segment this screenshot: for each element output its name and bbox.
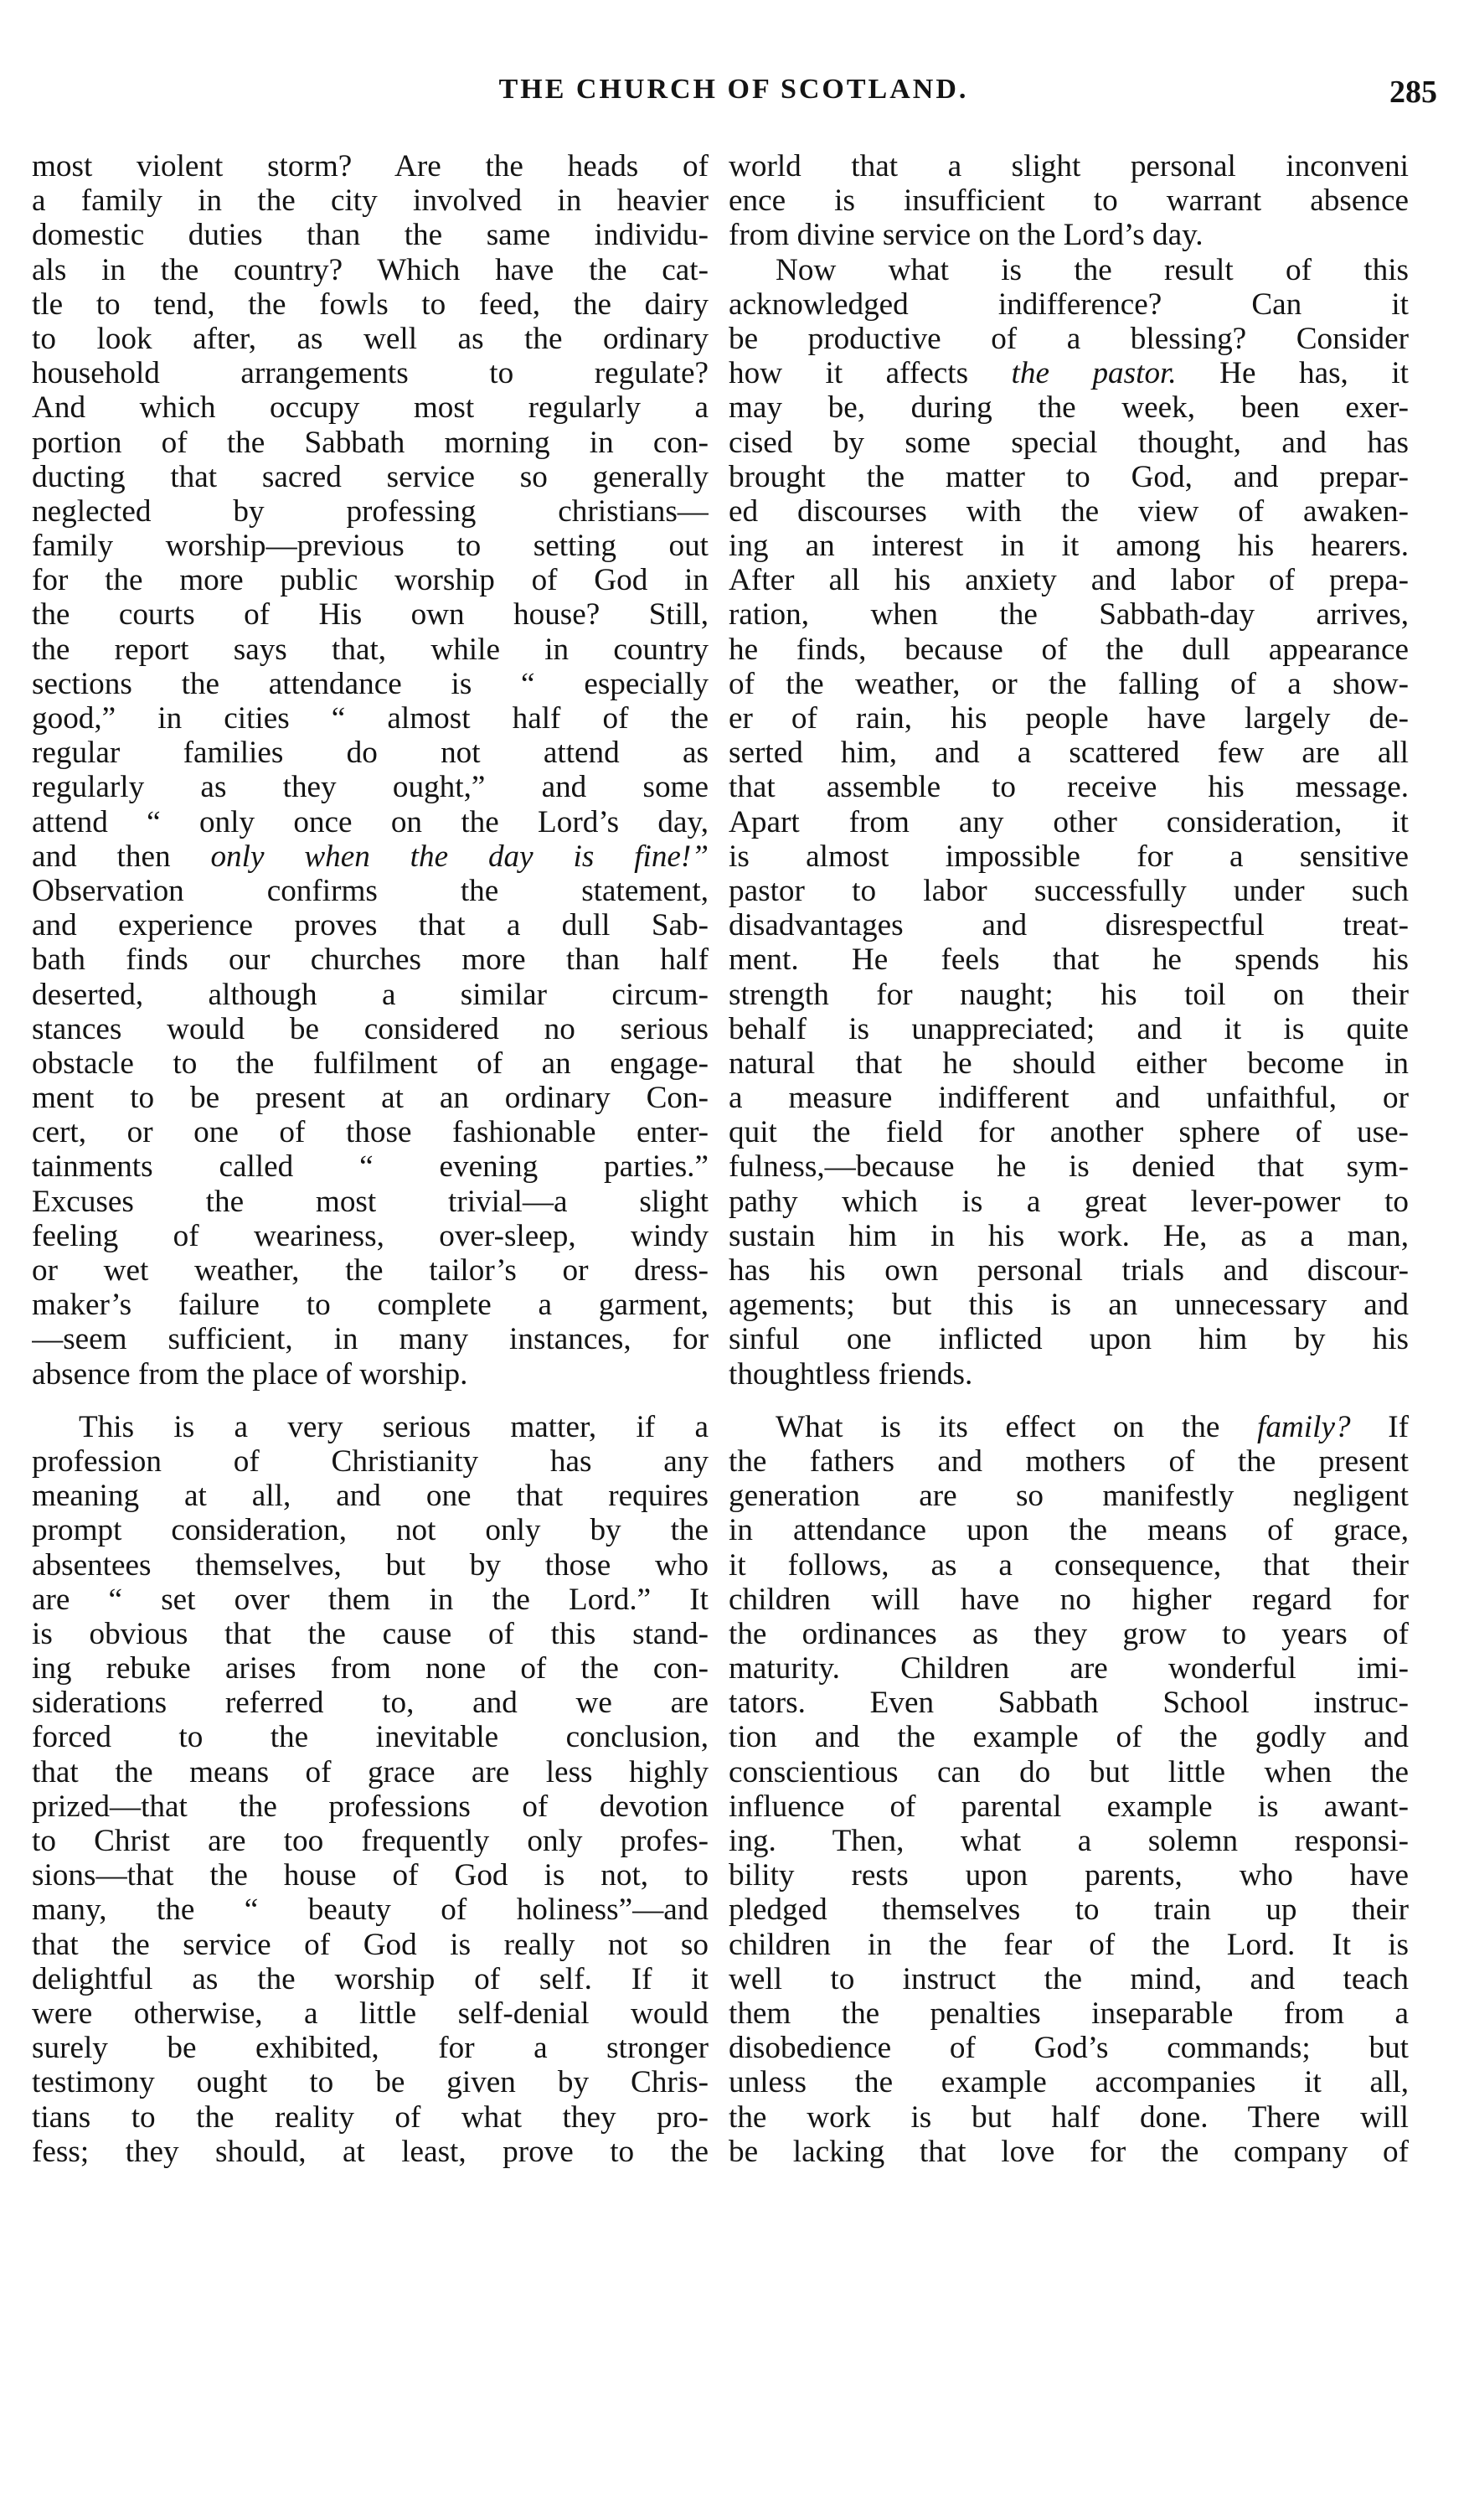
text-line: generation are so manifestly negligent	[729, 1479, 1409, 1514]
text-line: er of rain, his people have largely de-	[729, 701, 1409, 736]
text-line: maker’s failure to complete a garment,	[32, 1288, 709, 1323]
text-line: ing an interest in it among his hearers.	[729, 529, 1409, 564]
text-line: testimony ought to be given by Chris-	[32, 2065, 709, 2100]
text-line: ed discourses with the view of awaken-	[729, 493, 1409, 529]
text-line: may be, during the week, been exer-	[729, 390, 1409, 426]
paragraph	[32, 149, 709, 1392]
text-line: pathy which is a great lever-power to	[729, 1184, 1409, 1219]
text-line: forced to the inevitable conclusion,	[32, 1720, 709, 1755]
text-line: thoughtless friends.	[729, 1356, 973, 1392]
text-line: he finds, because of the dull appearance	[729, 632, 1409, 667]
text-line: ducting that sacred service so generally	[32, 459, 709, 494]
text-line: bility rests upon parents, who have	[729, 1858, 1409, 1893]
text-line: obstacle to the fulfilment of an engage-	[32, 1046, 709, 1081]
text-line: tion and the example of the godly and	[729, 1720, 1409, 1755]
text-line: tians to the reality of what they pro-	[32, 2099, 709, 2135]
text-line: tainments called “ evening parties.”	[32, 1149, 709, 1185]
text-line: the report says that, while in country	[32, 632, 709, 667]
text-line: absence from the place of worship.	[32, 1356, 468, 1392]
text-line: a measure indifferent and unfaithful, or	[729, 1081, 1409, 1116]
text-line: ration, when the Sabbath-day arrives,	[729, 597, 1409, 633]
text-line: influence of parental example is awant-	[729, 1789, 1409, 1824]
text-line: children will have no higher regard for	[729, 1582, 1409, 1617]
text-line: als in the country? Which have the cat-	[32, 252, 709, 287]
text-line: has his own personal trials and discour-	[729, 1253, 1409, 1288]
text-line: in attendance upon the means of grace,	[729, 1513, 1409, 1548]
text-line: pledged themselves to train up their	[729, 1893, 1409, 1928]
text-line: fess; they should, at least, prove to the	[32, 2134, 709, 2169]
text-line: bath finds our churches more than half	[32, 942, 709, 978]
text-line: cised by some special thought, and has	[729, 425, 1409, 460]
text-line: tle to tend, the fowls to feed, the dairy	[32, 287, 709, 322]
paragraph	[729, 149, 1409, 253]
paragraph	[729, 1410, 1409, 2169]
text-line: many, the “ beauty of holiness”—and	[32, 1893, 709, 1928]
text-line: behalf is unappreciated; and it is quite	[729, 1011, 1409, 1046]
text-line: portion of the Sabbath morning in con-	[32, 425, 709, 460]
text-line: disadvantages and disrespectful treat-	[729, 908, 1409, 943]
text-line: attend “ only once on the Lord’s day,	[32, 804, 709, 839]
text-line: and then only when the day is fine!”	[32, 839, 709, 874]
text-line: stances would be considered no serious	[32, 1011, 709, 1046]
text-line: the fathers and mothers of the present	[729, 1443, 1409, 1479]
text-line: meaning at all, and one that requires	[32, 1479, 709, 1514]
text-line: absentees themselves, but by those who	[32, 1547, 709, 1583]
text-line: most violent storm? Are the heads of	[32, 149, 709, 183]
text-line: sions—that the house of God is not, to	[32, 1858, 709, 1893]
text-line: ing. Then, what a solemn responsi-	[729, 1824, 1409, 1858]
text-line: sustain him in his work. He, as a man,	[729, 1218, 1409, 1253]
text-line: brought the matter to God, and prepar-	[729, 459, 1409, 494]
text-line: strength for naught; his toil on their	[729, 977, 1409, 1012]
text-line: the work is but half done. There will	[729, 2099, 1409, 2135]
text-line: how it affects the pastor. He has, it	[729, 356, 1409, 391]
text-line: This is a very serious matter, if a	[79, 1409, 709, 1444]
text-line: be lacking that love for the company of	[729, 2134, 1409, 2169]
text-line: quit the field for another sphere of use-	[729, 1115, 1409, 1150]
text-line: world that a slight personal inconveni	[729, 149, 1409, 183]
text-line: that the means of grace are less highly	[32, 1754, 709, 1789]
paragraph	[729, 253, 1409, 1392]
text-line: ing rebuke arises from none of the con-	[32, 1651, 709, 1686]
text-line: that assemble to receive his message.	[729, 770, 1409, 805]
text-line: surely be exhibited, for a stronger	[32, 2031, 709, 2066]
text-line: delightful as the worship of self. If it	[32, 1961, 709, 1996]
text-line: prompt consideration, not only by the	[32, 1513, 709, 1548]
text-line: maturity. Children are wonderful imi-	[729, 1651, 1409, 1686]
text-line: acknowledged indifference? Can it	[729, 287, 1409, 322]
text-line: a family in the city involved in heavier	[32, 183, 709, 219]
text-line: of the weather, or the falling of a show-	[729, 666, 1409, 701]
text-line: that the service of God is really not so	[32, 1927, 709, 1962]
text-line: are “ set over them in the Lord.” It	[32, 1582, 709, 1617]
text-line: neglected by professing christians—	[32, 493, 709, 529]
text-line: cert, or one of those fashionable enter-	[32, 1115, 709, 1150]
text-line: for the more public worship of God in	[32, 563, 709, 598]
text-line: unless the example accompanies it all,	[729, 2065, 1409, 2100]
text-line: serted him, and a scattered few are all	[729, 736, 1409, 771]
text-line: and experience proves that a dull Sab-	[32, 908, 709, 943]
text-line: family worship—previous to setting out	[32, 529, 709, 564]
page-number: 285	[1389, 75, 1437, 110]
text-line: be productive of a blessing? Consider	[729, 321, 1409, 356]
text-line: sections the attendance is “ especially	[32, 666, 709, 701]
text-line: from divine service on the Lord’s day.	[729, 218, 1204, 253]
running-title: THE CHURCH OF SCOTLAND.	[498, 74, 969, 105]
text-line: agements; but this is an unnecessary and	[729, 1288, 1409, 1323]
text-line: Observation confirms the statement,	[32, 873, 709, 908]
text-line: feeling of weariness, over-sleep, windy	[32, 1218, 709, 1253]
text-line: it follows, as a consequence, that their	[729, 1547, 1409, 1583]
text-line: Excuses the most trivial—a slight	[32, 1184, 709, 1219]
text-line: deserted, although a similar circum-	[32, 977, 709, 1012]
text-line: —seem sufficient, in many instances, for	[32, 1322, 709, 1357]
text-line: fulness,—because he is denied that sym-	[729, 1149, 1409, 1185]
text-line: After all his anxiety and labor of prepa-	[729, 563, 1409, 598]
text-line: were otherwise, a little self-denial would	[32, 1996, 709, 2031]
text-line: them the penalties inseparable from a	[729, 1996, 1409, 2031]
text-line: conscientious can do but little when the	[729, 1754, 1409, 1789]
text-line: disobedience of God’s commands; but	[729, 2031, 1409, 2066]
text-line: ment to be present at an ordinary Con-	[32, 1081, 709, 1116]
right-column	[729, 149, 1409, 2169]
text-line: pastor to labor successfully under such	[729, 873, 1409, 908]
text-line: regular families do not attend as	[32, 736, 709, 771]
text-line: is obvious that the cause of this stand-	[32, 1616, 709, 1651]
paragraph	[32, 1410, 709, 2169]
text-line: is almost impossible for a sensitive	[729, 839, 1409, 874]
text-line: the ordinances as they grow to years of	[729, 1616, 1409, 1651]
running-head	[30, 74, 1437, 124]
text-line: ment. He feels that he spends his	[729, 942, 1409, 978]
text-line: sinful one inflicted upon him by his	[729, 1322, 1409, 1357]
text-line: Apart from any other consideration, it	[729, 804, 1409, 839]
text-line: the courts of His own house? Still,	[32, 597, 709, 633]
text-line: Now what is the result of this	[776, 252, 1409, 287]
text-line: What is its effect on the family? If	[776, 1409, 1409, 1444]
text-line: profession of Christianity has any	[32, 1443, 709, 1479]
text-line: household arrangements to regulate?	[32, 356, 709, 391]
text-line: prized—that the professions of devotion	[32, 1789, 709, 1824]
text-line: good,” in cities “ almost half of the	[32, 701, 709, 736]
text-line: domestic duties than the same individu-	[32, 218, 709, 253]
text-line: siderations referred to, and we are	[32, 1686, 709, 1721]
left-column	[32, 149, 709, 2169]
text-line: tators. Even Sabbath School instruc-	[729, 1686, 1409, 1721]
text-line: ence is insufficient to warrant absence	[729, 183, 1409, 219]
text-line: natural that he should either become in	[729, 1046, 1409, 1081]
text-line: And which occupy most regularly a	[32, 390, 709, 426]
text-line: to look after, as well as the ordinary	[32, 321, 709, 356]
text-line: well to instruct the mind, and teach	[729, 1961, 1409, 1996]
text-line: to Christ are too frequently only profes-	[32, 1824, 709, 1858]
text-line: or wet weather, the tailor’s or dress-	[32, 1253, 709, 1288]
text-line: regularly as they ought,” and some	[32, 770, 709, 805]
text-line: children in the fear of the Lord. It is	[729, 1927, 1409, 1962]
